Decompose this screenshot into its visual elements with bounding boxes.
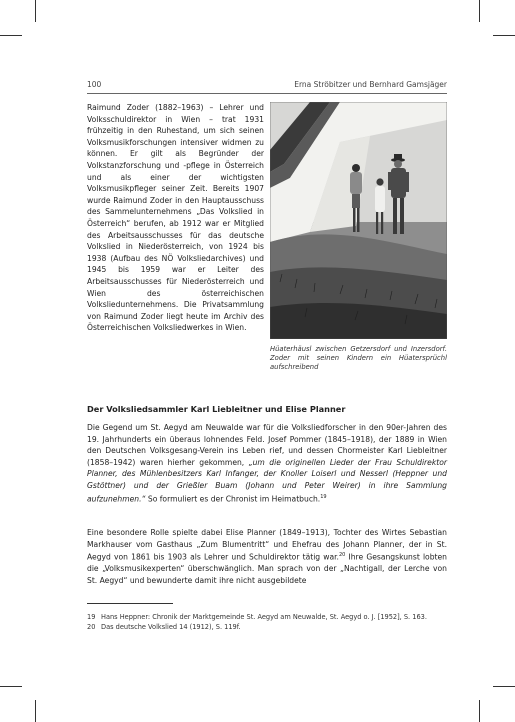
footnote <box>87 612 447 622</box>
footnote-reference: 20 <box>338 552 346 559</box>
running-header <box>87 80 447 94</box>
paragraph-text: So formuliert es der Chronist im Heimatbuch. <box>145 494 321 504</box>
crop-mark <box>0 35 22 36</box>
footnote-reference: 19 <box>320 493 327 500</box>
footnotes <box>87 612 447 632</box>
footnote-text: Das deutsche Volkslied 14 (1912), S. 119f. <box>101 623 241 631</box>
crop-mark <box>35 700 36 722</box>
footnote <box>87 622 447 632</box>
section-heading: Der Volksliedsammler Karl Liebleitner und Elise Planner <box>87 404 346 414</box>
crop-mark <box>0 686 22 687</box>
paragraph-text: Ihre Gesangskunst lobten die „Volksmusikexperten“ überschwänglich. Man sprach von der „Nachtigall, der Lerche von St. Aegyd“ und bewunderte damit ihre nicht ausgebildete <box>87 552 447 585</box>
crop-mark <box>493 686 515 687</box>
quoted-text: „um die originellen Lieder der Frau Schuldirektor Planner, des Mühlenbesitzers Karl Infanger, der Knoller Loiserl und Nesserl (Heppner und Gstöttner) und der Grießler Buam (Johann und Peter Weirer) in ihre Sammlung aufzunehmen.“ <box>87 457 447 504</box>
footnote-rule <box>87 603 173 604</box>
crop-mark <box>35 0 36 22</box>
paragraph-text: Die Gegend um St. Aegyd am Neuwalde war für die Volksliedforscher in den 90er-Jahren des 19. Jahrhunderts ein überaus lohnendes Feld. Josef Pommer (1845–1918), der 1889 in Wien den Deutschen Volksgesang-Verein ins Leben rief, und dessen Chormeister Karl Liebleitner (1858–1942) waren hierher gekommen, <box>87 423 447 467</box>
paragraph-text: Eine besondere Rolle spielte dabei Elise Planner (1849–1913), Tochter des Wirtes Sebastian Markhauser vom Gasthaus „Zum Blumentritt“ und Ehefrau des Johann Planner, der in St. Aegyd von 1861 bis 1903 als Lehrer und Schuldirektor tätig war. <box>87 528 447 562</box>
photo-caption: Hüaterhäusl zwischen Getzersdorf und Inzersdorf. Zoder mit seinen Kindern ein Hüatersprüchl aufschreibend <box>270 345 447 371</box>
body-paragraph <box>87 422 447 505</box>
page-number: 100 <box>87 80 102 89</box>
crop-mark <box>493 35 515 36</box>
footnote-number: 19 <box>87 613 96 621</box>
crop-mark <box>479 700 480 722</box>
body-paragraph <box>87 527 447 587</box>
historic-photo <box>270 102 447 339</box>
running-head-authors: Erna Ströbitzer und Bernhard Gamsjäger <box>294 80 447 89</box>
crop-mark <box>479 0 480 22</box>
header-rule <box>87 93 447 94</box>
footnote-number: 20 <box>87 623 96 631</box>
footnote-text: Hans Heppner: Chronik der Marktgemeinde St. Aegyd am Neuwalde, St. Aegyd o. J. [1952], S. 163. <box>101 613 427 621</box>
intro-paragraph: Raimund Zoder (1882–1963) – Lehrer und Volksschuldirektor in Wien – trat 1931 frühzeitig in den Ruhestand, um sich seinen Volksmusikforschungen intensiver widmen zu können. Er gilt als Begründer der Volkstanzforschung und -pflege in Österreich und als einer der wichtigsten Volksmusikpfleger seiner Zeit. Bereits 1907 wurde Raimund Zoder in den Hauptausschuss des Sammelunternehmens „Das Volkslied in Österreich“ berufen, ab 1912 war er Mitglied des Arbeitsausschusses für das deutsche Volkslied in Niederösterreich, von 1924 bis 1938 (Aufbau des NÖ Volksliedarchives) und 1945 bis 1959 war er Leiter des Arbeitsausschusses für Niederösterreich und Wien des österreichischen Volksliedunternehmens. Die Privatsammlung von Raimund Zoder liegt heute im Archiv des Österreichischen Volksliedwerkes in Wien. <box>87 103 264 333</box>
